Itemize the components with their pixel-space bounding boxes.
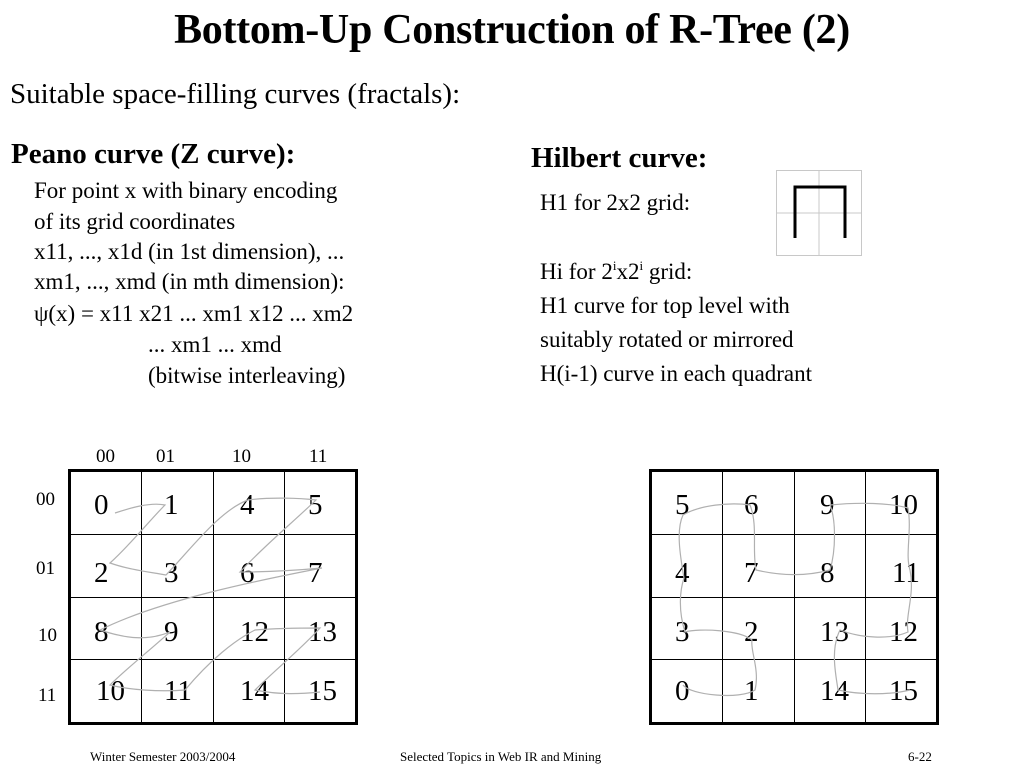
slide-subtitle: Suitable space-filling curves (fractals): — [10, 78, 461, 110]
z-cell: 10 — [96, 675, 125, 707]
h-cell: 5 — [675, 489, 690, 521]
hilbert-line: suitably rotated or mirrored — [540, 327, 794, 352]
footer-page-number: 6-22 — [908, 749, 932, 764]
z-cell: 1 — [164, 489, 179, 521]
z-cell: 9 — [164, 616, 179, 648]
z-cell: 15 — [308, 675, 337, 707]
z-cell: 12 — [240, 616, 269, 648]
z-cell: 11 — [164, 675, 192, 707]
z-cell: 5 — [308, 489, 323, 521]
row-label: 11 — [38, 685, 57, 706]
peano-line: xm1, ..., xmd (in mth dimension): — [34, 269, 345, 294]
z-cell: 14 — [240, 675, 269, 707]
h-cell: 15 — [889, 675, 918, 707]
h-cell: 6 — [744, 489, 759, 521]
h-cell: 10 — [889, 489, 918, 521]
col-label: 00 — [96, 446, 115, 467]
z-cell: 13 — [308, 616, 337, 648]
peano-line: of its grid coordinates — [34, 209, 236, 234]
peano-line: x11, ..., x1d (in 1st dimension), ... — [34, 239, 345, 264]
z-cell: 4 — [240, 489, 255, 521]
h-cell: 3 — [675, 616, 690, 648]
hilbert-line: H1 curve for top level with — [540, 293, 790, 318]
hilbert-h1-text: H1 for 2x2 grid: — [540, 190, 691, 215]
z-cell: 8 — [94, 616, 109, 648]
row-label: 10 — [38, 625, 57, 646]
h-cell: 4 — [675, 557, 690, 589]
h-cell: 9 — [820, 489, 835, 521]
hilbert-hi-text: Hi for 2$^i$x2$^i$ grid: — [540, 258, 693, 284]
hilbert-line: H(i-1) curve in each quadrant — [540, 361, 813, 386]
footer-center: Selected Topics in Web IR and Mining — [400, 749, 602, 764]
h-cell: 8 — [820, 557, 835, 589]
peano-formula: ψ(x) = x11 x21 ... xm1 x12 ... xm2 — [34, 301, 354, 326]
z-cell: 3 — [164, 557, 179, 589]
col-label: 11 — [309, 446, 328, 467]
z-cell: 0 — [94, 489, 109, 521]
row-label: 01 — [36, 558, 55, 579]
h-cell: 12 — [889, 616, 918, 648]
row-label: 00 — [36, 489, 55, 510]
h-cell: 7 — [744, 557, 759, 589]
h-cell: 2 — [744, 616, 759, 648]
z-cell: 6 — [240, 557, 255, 589]
z-cell: 7 — [308, 557, 323, 589]
h-cell: 13 — [820, 616, 849, 648]
peano-note: (bitwise interleaving) — [148, 363, 346, 388]
peano-formula-cont: ... xm1 ... xmd — [148, 332, 282, 357]
col-label: 01 — [156, 446, 175, 467]
h-cell: 14 — [820, 675, 849, 707]
slide-title: Bottom-Up Construction of R-Tree (2) — [174, 7, 850, 53]
footer-left: Winter Semester 2003/2004 — [90, 749, 236, 764]
hilbert-heading: Hilbert curve: — [531, 142, 708, 174]
peano-line: For point x with binary encoding — [34, 178, 338, 203]
h-cell: 1 — [744, 675, 759, 707]
col-label: 10 — [232, 446, 251, 467]
h-cell: 11 — [892, 557, 920, 589]
peano-heading: Peano curve (Z curve): — [11, 138, 296, 170]
z-cell: 2 — [94, 557, 109, 589]
h-cell: 0 — [675, 675, 690, 707]
